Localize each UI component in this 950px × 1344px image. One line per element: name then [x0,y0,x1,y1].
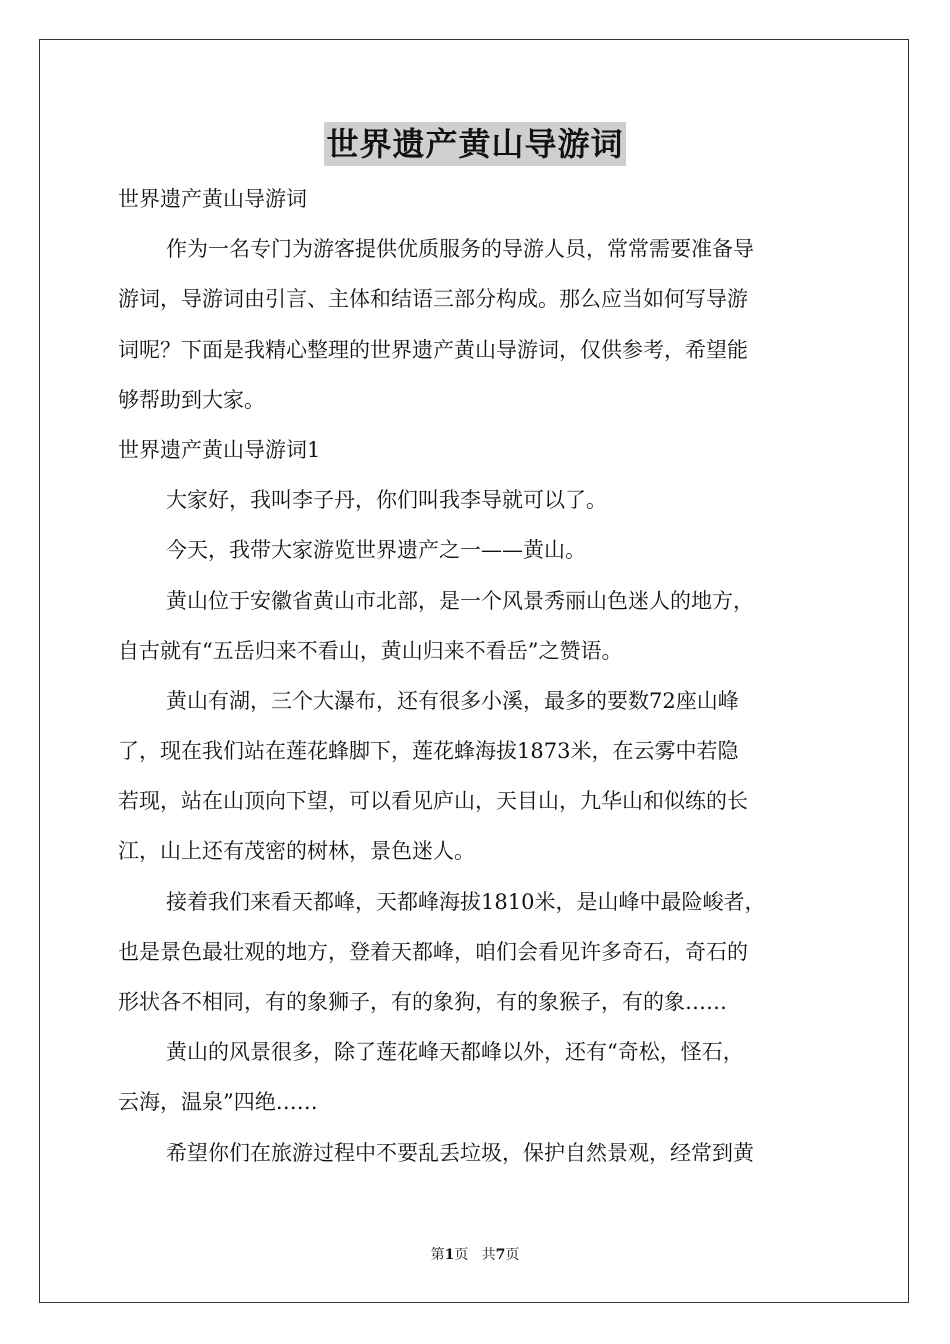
text-line: 够帮助到大家。 [118,387,265,412]
text-line: 作为一名专门为游客提供优质服务的导游人员，常常需要准备导 [166,237,754,262]
text-line: 今天，我带大家游览世界遗产之一——黄山。 [166,538,586,563]
page-suffix: 页 [454,1247,469,1263]
page-prefix: 第 [430,1247,445,1263]
text-line: 接着我们来看天都峰，天都峰海拔1810米，是山峰中最险峻者， [166,889,766,914]
total-suffix: 页 [505,1247,520,1263]
text-line: 形状各不相同，有的象狮子，有的象狗，有的象猴子，有的象…… [118,990,727,1014]
page-total: 7 [495,1247,506,1263]
text-line: 了，现在我们站在莲花蜂脚下，莲花蜂海拔1873米，在云雾中若隐 [118,739,739,764]
text-line: 词呢？下面是我精心整理的世界遗产黄山导游词，仅供参考，希望能 [118,337,748,362]
text-line: 自古就有“五岳归来不看山，黄山归来不看岳”之赞语。 [118,638,623,663]
text-line: 江，山上还有茂密的树林，景色迷人。 [118,839,475,864]
text-line: 黄山的风景很多，除了莲花峰天都峰以外，还有“奇松，怪石， [166,1040,744,1065]
text-line: 若现，站在山顶向下望，可以看见庐山，天目山，九华山和似练的长 [118,789,748,814]
title-wrap [0,122,950,166]
document-body [118,174,834,1178]
text-line: 黄山位于安徽省黄山市北部，是一个风景秀丽山色迷人的地方， [166,588,754,613]
text-line: 也是景色最壮观的地方，登着天都峰，咱们会看见许多奇石，奇石的 [118,939,748,964]
text-line: 大家好，我叫李子丹，你们叫我李导就可以了。 [166,488,607,513]
page-current: 1 [444,1247,455,1263]
total-prefix: 共 [481,1247,496,1263]
text-line: 世界遗产黄山导游词1 [118,437,321,462]
text-line: 黄山有湖，三个大瀑布，还有很多小溪，最多的要数72座山峰 [166,688,739,713]
text-line: 游词，导游词由引言、主体和结语三部分构成。那么应当如何写导游 [118,287,748,312]
text-line: 世界遗产黄山导游词 [118,187,307,211]
page-footer [0,1245,950,1265]
text-line: 希望你们在旅游过程中不要乱丢垃圾，保护自然景观，经常到黄 [166,1140,754,1165]
text-line: 云海，温泉”四绝…… [118,1090,318,1115]
document-title: 世界遗产黄山导游词 [324,122,625,166]
